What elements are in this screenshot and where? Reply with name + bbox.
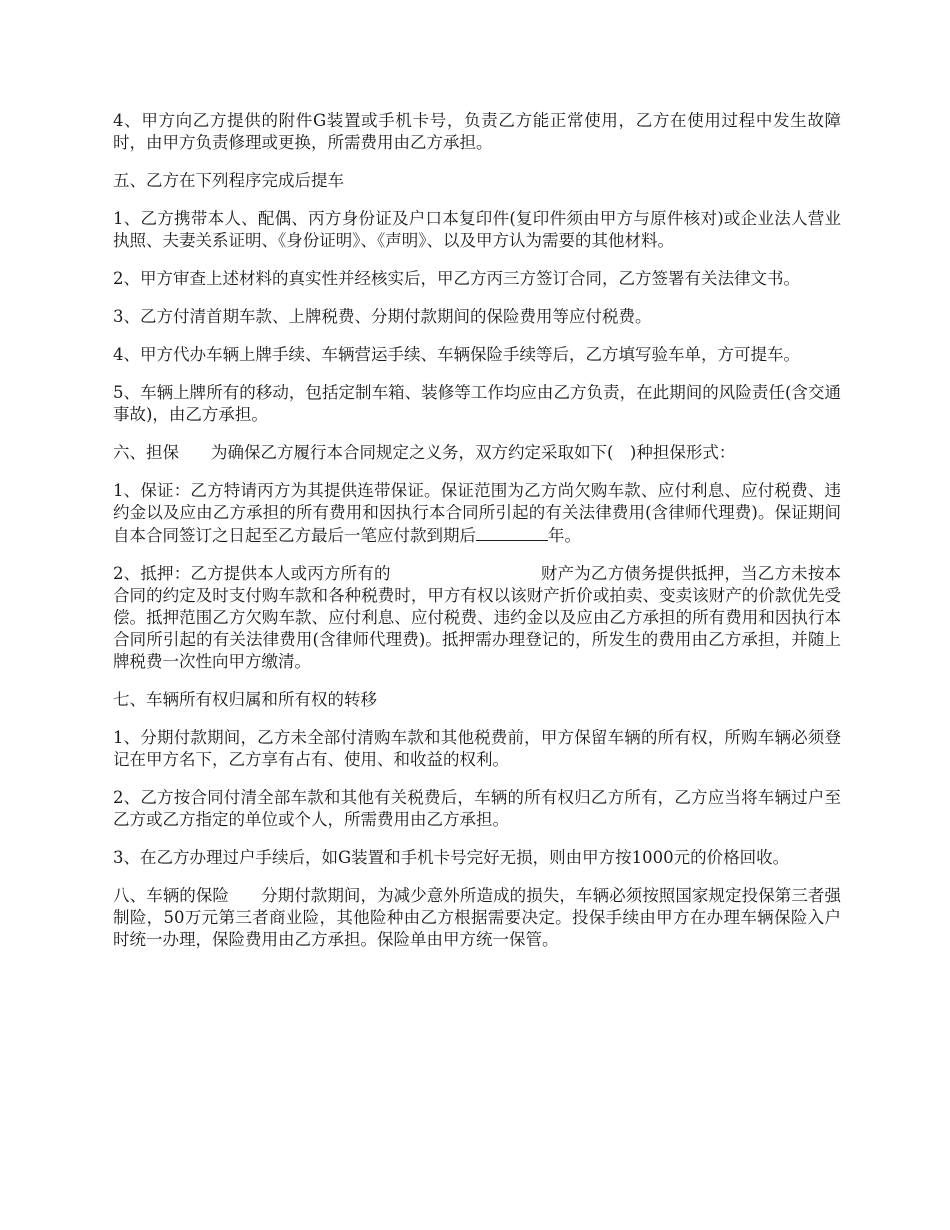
section-5-heading: 五、乙方在下列程序完成后提车	[113, 171, 344, 190]
paragraph-ownership-transfer: 2、乙方按合同付清全部车款和其他有关税费后，车辆的所有权归乙方所有，乙方应当将车辆过户至乙方或乙方指定的单位或个人，所需费用由乙方承担。	[113, 788, 841, 829]
section-8-paragraph	[113, 885, 841, 951]
paragraph-device-responsibility: 4、甲方向乙方提供的附件G装置或手机卡号，负责乙方能正常使用，乙方在使用过程中发生故障时，由甲方负责修理或更换，所需费用由乙方承担。	[113, 111, 841, 152]
guarantee-text: 1、保证：乙方特请丙方为其提供连带保证。保证范围为乙方尚欠购车款、应付利息、应付税费、违约金以及应由乙方承担的所有费用和因执行本合同所引起的有关法律费用(含律师代理费)。保证期间自本合同签订之日起至乙方最后一笔应付款到期后	[113, 481, 841, 545]
section-6-text: 为确保乙方履行本合同规定之义务，双方约定采取如下( )种担保形式：	[211, 443, 736, 462]
mortgage-prefix: 2、抵押：乙方提供本人或丙方所有的	[113, 564, 391, 583]
guarantee-suffix: 年。	[548, 526, 581, 545]
section-6-heading: 六、担保	[113, 443, 179, 462]
document-page	[113, 110, 841, 967]
paragraph-documents: 1、乙方携带本人、配偶、丙方身份证及户口本复印件(复印件须由甲方与原件核对)或企业法人营业执照、夫妻关系证明、《身份证明》、《声明》、以及甲方认为需要的其他材料。	[113, 209, 841, 250]
paragraph-ownership-retained: 1、分期付款期间，乙方未全部付清购车款和其他税费前，甲方保留车辆的所有权，所购车辆必须登记在甲方名下，乙方享有占有、使用、和收益的权利。	[113, 728, 841, 769]
paragraph-guarantee	[113, 480, 841, 547]
paragraph-verification: 2、甲方审查上述材料的真实性并经核实后，甲乙方丙三方签订合同，乙方签署有关法律文书。	[113, 269, 800, 288]
paragraph-payment: 3、乙方付清首期车款、上牌税费、分期付款期间的保险费用等应付税费。	[113, 307, 652, 326]
guarantee-period-blank[interactable]	[476, 524, 548, 541]
paragraph-mortgage	[113, 563, 841, 673]
section-7-heading: 七、车辆所有权归属和所有权的转移	[113, 690, 377, 709]
mortgage-text: 财产为乙方债务提供抵押，当乙方未按本合同的约定及时支付购车款和各种税费时，甲方有权以该财产折价或拍卖、变卖该财产的价款优先受偿。抵押范围乙方欠购车款、应付利息、应付税费、违约金以及应由乙方承担的所有费用和因执行本合同所引起的有关法律费用(含律师代理费)。抵押需办理登记的，所发生的费用由乙方承担，并随上牌税费一次性向甲方缴清。	[113, 564, 841, 671]
paragraph-risk: 5、车辆上牌所有的移动，包括定制车箱、装修等工作均应由乙方负责，在此期间的风险责任(含交通事故)，由乙方承担。	[113, 383, 841, 424]
paragraph-registration: 4、甲方代办车辆上牌手续、车辆营运手续、车辆保险手续等后，乙方填写验车单，方可提车。	[113, 345, 800, 364]
section-8-text: 分期付款期间，为减少意外所造成的损失，车辆必须按照国家规定投保第三者强制险，50万元第三者商业险，其他险种由乙方根据需要决定。投保手续由甲方在办理车辆保险入户时统一办理，保险费用由乙方承担。保险单由甲方统一保管。	[113, 886, 841, 949]
section-8-heading: 八、车辆的保险	[113, 886, 229, 905]
section-6-paragraph	[113, 442, 841, 464]
paragraph-device-recovery: 3、在乙方办理过户手续后，如G装置和手机卡号完好无损，则由甲方按1000元的价格回收。	[113, 848, 790, 867]
